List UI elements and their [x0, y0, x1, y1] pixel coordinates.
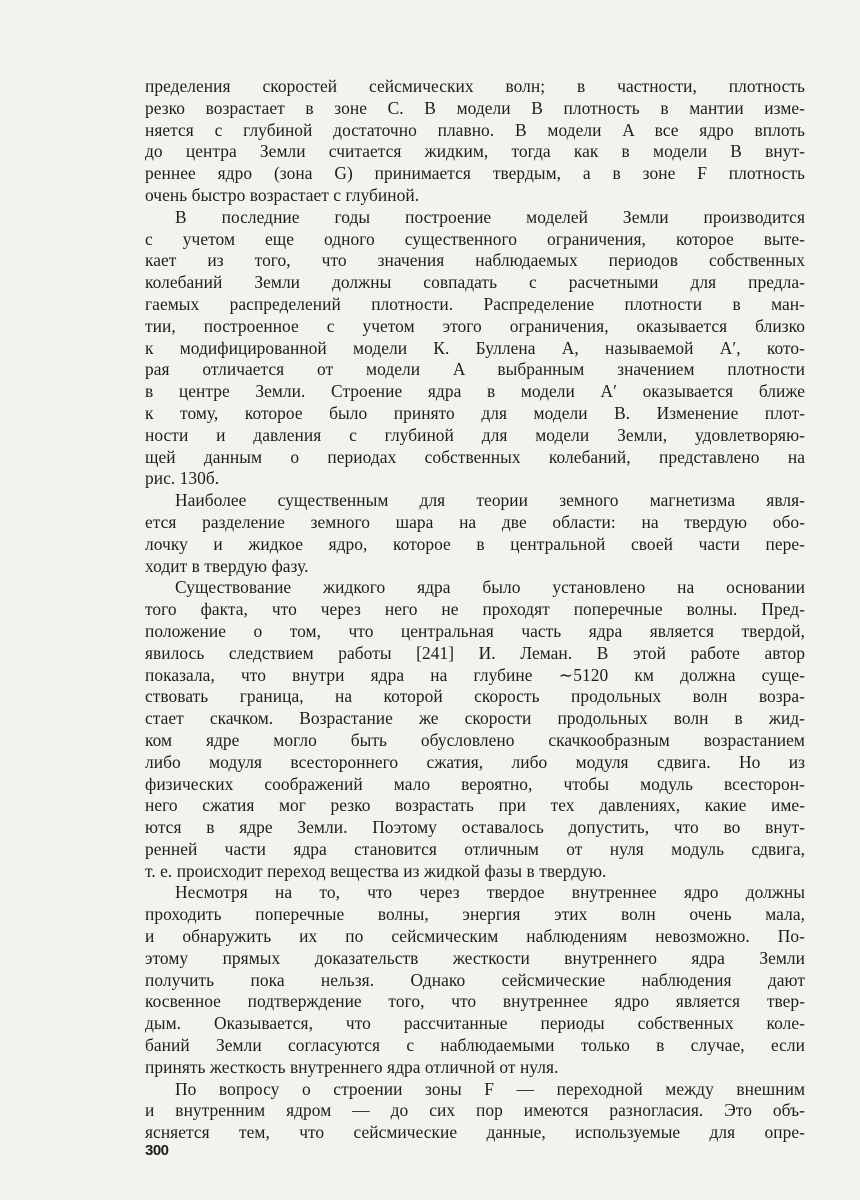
text-line: к тому, которое было принято для модели B. Изменение плот-	[145, 402, 805, 423]
paragraph-start: По вопросу о строении зоны F — переходной между внешним	[175, 1078, 805, 1099]
text-line: положение о том, что центральная часть ядра является твердой,	[145, 620, 805, 641]
text-line: косвенное подтверждение того, что внутреннее ядро является твер-	[145, 991, 805, 1012]
text-line: проходить поперечные волны, энергия этих волн очень мала,	[145, 904, 805, 925]
text-line: т. е. происходит переход вещества из жидкой фазы в твердую.	[145, 860, 607, 881]
text-line: лочку и жидкое ядро, которое в центральной своей части пере-	[145, 533, 805, 554]
text-line: щей данным о периодах собственных колебаний, представлено на	[145, 446, 805, 467]
text-line: к модифицированной модели К. Буллена A, называемой A′, кото-	[145, 337, 805, 358]
text-line: гаемых распределений плотности. Распределение плотности в ман-	[145, 293, 805, 314]
text-line: ствовать граница, на которой скорость продольных волн возра-	[145, 686, 805, 707]
text-line: дым. Оказывается, что рассчитанные периоды собственных коле-	[145, 1013, 805, 1034]
paragraph-start: В последние годы построение моделей Земли производится	[175, 206, 805, 227]
text-line: ясняется тем, что сейсмические данные, используемые для опре-	[145, 1122, 805, 1143]
text-line: него сжатия мог резко возрастать при тех давлениях, какие име-	[145, 795, 805, 816]
text-line: пределения скоростей сейсмических волн; в частности, плотность	[145, 76, 805, 96]
text-line: физических соображений мало вероятно, чтобы модуль всесторон-	[145, 773, 805, 794]
text-line: либо модуля всестороннего сжатия, либо модуля сдвига. Но из	[145, 751, 805, 772]
text-line: ком ядре могло быть обусловлено скачкообразным возрастанием	[145, 729, 805, 750]
paragraph-start: Наиболее существенным для теории земного магнетизма явля-	[175, 490, 805, 511]
text-line: в центре Земли. Строение ядра в модели A′ оказывается ближе	[145, 381, 805, 402]
text-line: рис. 130б.	[145, 468, 220, 489]
text-line: и обнаружить их по сейсмическим наблюдениям невозможно. По-	[145, 926, 805, 947]
text-line: показала, что внутри ядра на глубине ∼5120 км должна суще-	[145, 664, 805, 685]
text-line: и внутренним ядром — до сих пор имеются разногласия. Это объ-	[145, 1100, 805, 1121]
text-line: тии, построенное с учетом этого ограничения, оказывается близко	[145, 315, 805, 336]
text-line: няется с глубиной достаточно плавно. В модели A все ядро вплоть	[145, 119, 805, 140]
paragraph-start: Существование жидкого ядра было установлено на основании	[175, 577, 805, 598]
text-line: этому прямых доказательств жесткости внутреннего ядра Земли	[145, 947, 805, 968]
text-line: рая отличается от модели A выбранным значением плотности	[145, 359, 805, 380]
text-line: ходит в твердую фазу.	[145, 555, 309, 576]
text-line: до центра Земли считается жидким, тогда как в модели B внут-	[145, 141, 805, 162]
text-line: явилось следствием работы [241] И. Леман. В этой работе автор	[145, 642, 805, 663]
text-line: резко возрастает в зоне C. В модели B плотность в мантии изме-	[145, 97, 805, 118]
text-line: баний Земли согласуются с наблюдаемыми только в случае, если	[145, 1035, 805, 1056]
body-text	[145, 76, 805, 1144]
text-line: того факта, что через него не проходят поперечные волны. Пред-	[145, 599, 805, 620]
paragraph-start: Несмотря на то, что через твердое внутреннее ядро должны	[175, 882, 805, 903]
text-line: ется разделение земного шара на две области: на твердую обо-	[145, 511, 805, 532]
text-line: колебаний Земли должны совпадать с расчетными для предла-	[145, 272, 805, 293]
text-line: реннее ядро (зона G) принимается твердым, а в зоне F плотность	[145, 163, 805, 184]
page-number: 300	[145, 1142, 169, 1159]
text-line: ности и давления с глубиной для модели Земли, удовлетворяю-	[145, 424, 805, 445]
text-line: ренней части ядра становится отличным от нуля модуль сдвига,	[145, 838, 805, 859]
text-line: кает из того, что значения наблюдаемых периодов собственных	[145, 250, 805, 271]
text-line: с учетом еще одного существенного ограничения, которое выте-	[145, 228, 805, 249]
text-line: стает скачком. Возрастание же скорости продольных волн в жид-	[145, 708, 805, 729]
text-line: очень быстро возрастает с глубиной.	[145, 184, 420, 205]
text-line: принять жесткость внутреннего ядра отличной от нуля.	[145, 1056, 559, 1077]
text-line: получить пока нельзя. Однако сейсмические наблюдения дают	[145, 969, 805, 990]
text-line: ются в ядре Земли. Поэтому оставалось допустить, что во внут-	[145, 817, 805, 838]
